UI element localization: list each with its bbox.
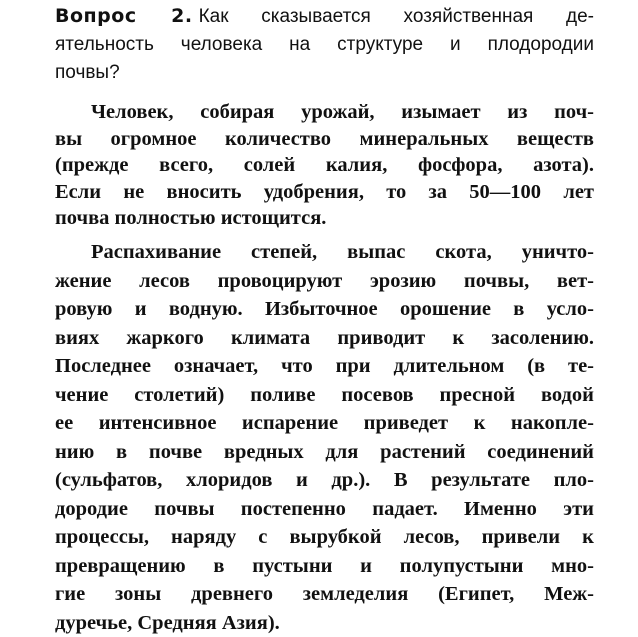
question-line (55, 2, 594, 31)
text-line: нию в почве вредных для растений соединений (55, 438, 594, 467)
text-line: гие зоны древнего земледелия (Египет, Меж- (55, 580, 594, 609)
text-line: жение лесов провоцируют эрозию почвы, вет- (55, 267, 594, 296)
question-line: ятельность человека на структуре и плодородии (55, 31, 594, 59)
text-line: ровую и водную. Избыточное орошение в усло- (55, 295, 594, 324)
text-line: дуречье, Средняя Азия). (55, 609, 594, 637)
text-line: превращению в пустыни и полупустыни мно- (55, 552, 594, 581)
question-block (55, 2, 594, 87)
text-line: Если не вносить удобрения, то за 50—100 лет (55, 179, 594, 206)
answer-paragraph-1 (55, 99, 594, 232)
question-line: почвы? (55, 59, 594, 87)
text-line: дородие почвы постепенно падает. Именно эти (55, 495, 594, 524)
question-label: Вопрос 2. (55, 5, 193, 27)
text-line: Последнее означает, что при длительном (в те- (55, 352, 594, 381)
text-line: (прежде всего, солей калия, фосфора, азота). (55, 152, 594, 179)
text-line: Человек, собирая урожай, изымает из поч- (55, 99, 594, 126)
question-text: Как сказывается хозяйственная де- (199, 6, 594, 27)
text-line: Распахивание степей, выпас скота, уничто- (55, 238, 594, 267)
answer-paragraph-2 (55, 238, 594, 637)
text-line: (сульфатов, хлоридов и др.). В результате пло- (55, 466, 594, 495)
text-line: вы огромное количество минеральных веществ (55, 126, 594, 153)
text-line: чение столетий) поливе посевов пресной водой (55, 381, 594, 410)
text-line: процессы, наряду с вырубкой лесов, привели к (55, 523, 594, 552)
text-line: ее интенсивное испарение приведет к накопле- (55, 409, 594, 438)
text-line: почва полностью истощится. (55, 205, 594, 232)
text-line: виях жаркого климата приводит к засолению. (55, 324, 594, 353)
